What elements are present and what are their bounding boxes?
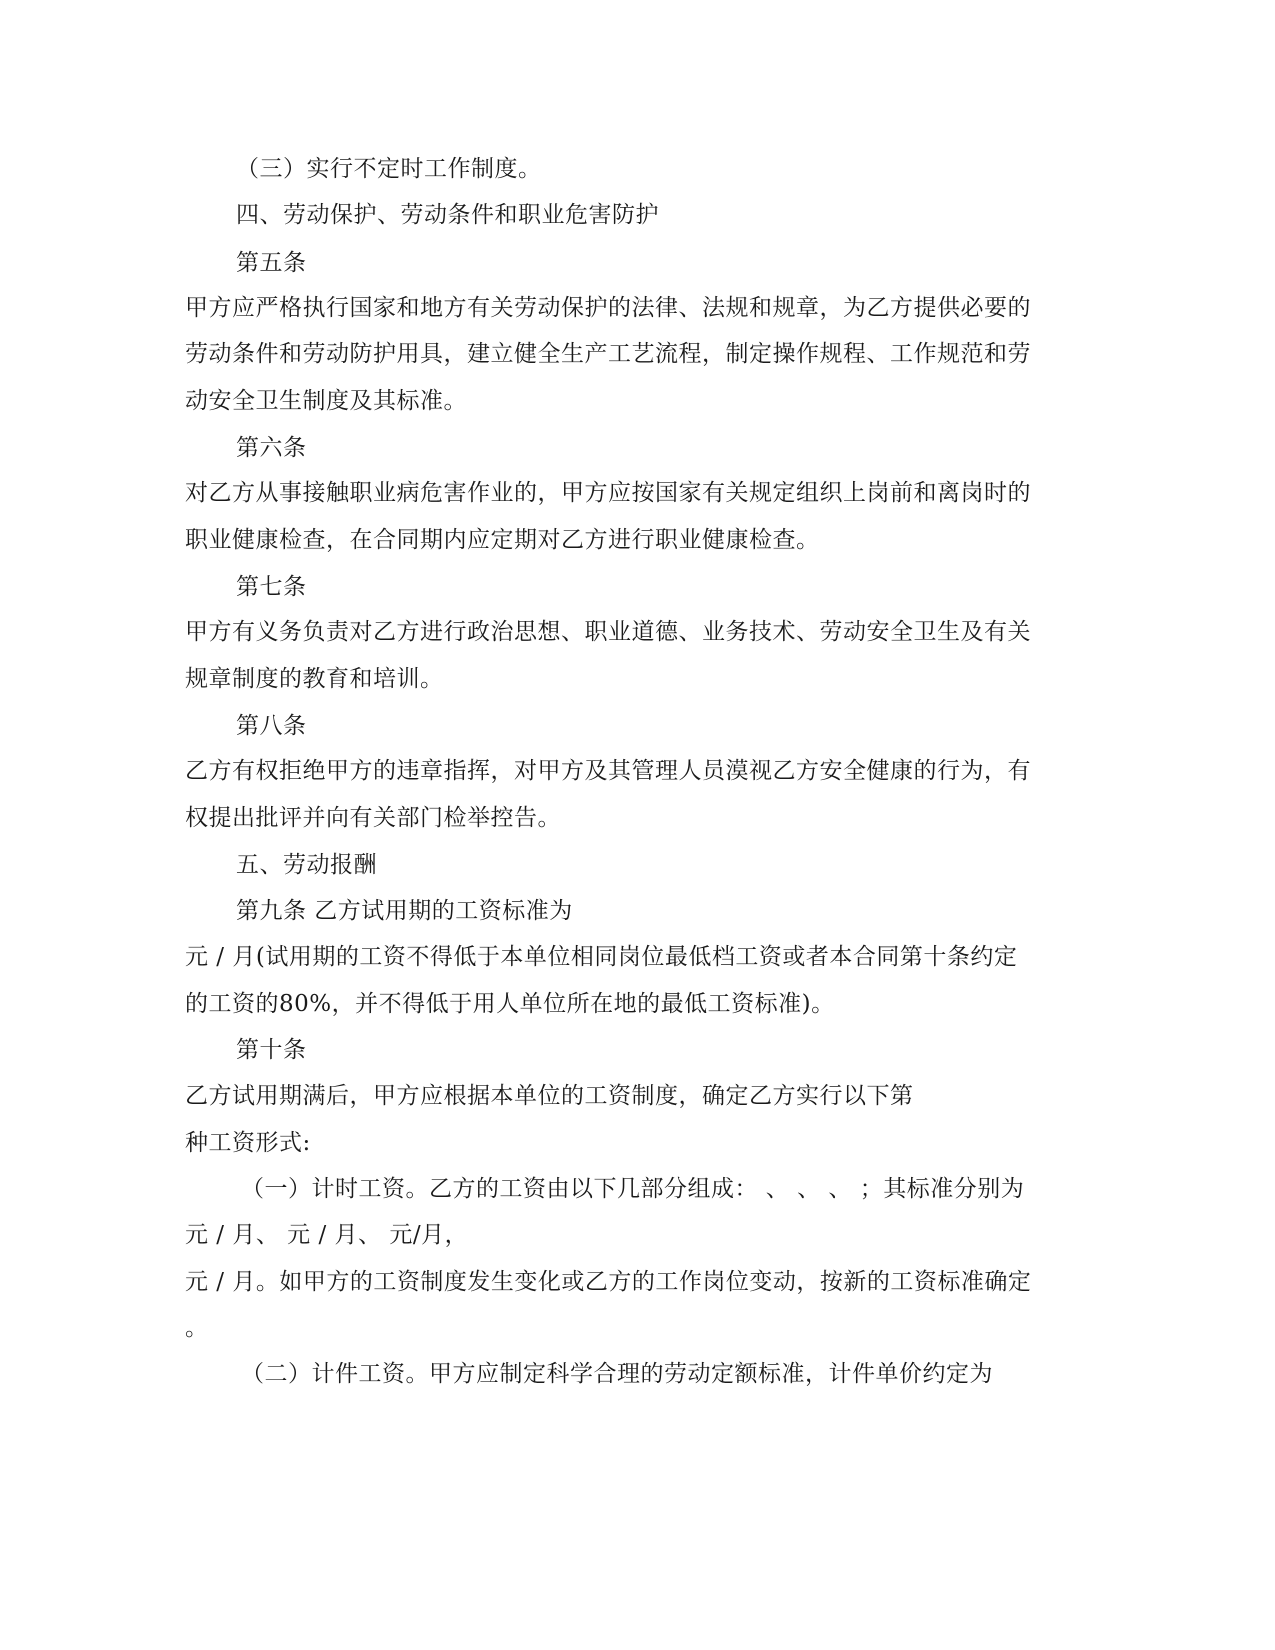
text-line: 对乙方从事接触职业病危害作业的，甲方应按国家有关规定组织上岗前和离岗时的 (185, 480, 1031, 506)
text-line: 元 / 月。如甲方的工资制度发生变化或乙方的工作岗位变动，按新的工资标准确定 (185, 1269, 1032, 1295)
article-heading: 第十条 (236, 1037, 307, 1063)
text-line: 。 (185, 1315, 209, 1341)
text-line: 的工资的80%，并不得低于用人单位所在地的最低工资标准)。 (185, 991, 835, 1017)
text-line: 规章制度的教育和培训。 (185, 666, 444, 692)
text-line: 元 / 月、 元 / 月、 元/月， (185, 1222, 469, 1248)
article-heading: 第七条 (236, 574, 307, 600)
section-heading: 四、劳动保护、劳动条件和职业危害防护 (236, 202, 659, 228)
article-heading: 第六条 (236, 435, 307, 461)
text-line: 甲方应严格执行国家和地方有关劳动保护的法律、法规和规章，为乙方提供必要的 (185, 295, 1031, 321)
article-heading: 第九条 乙方试用期的工资标准为 (236, 898, 573, 924)
text-line: （三）实行不定时工作制度。 (236, 156, 542, 182)
text-line: 劳动条件和劳动防护用具，建立健全生产工艺流程，制定操作规程、工作规范和劳 (185, 341, 1031, 367)
text-line: 权提出批评并向有关部门检举控告。 (185, 805, 561, 831)
section-heading: 五、劳动报酬 (236, 852, 377, 878)
text-line: 种工资形式: (185, 1130, 311, 1156)
text-line: 元 / 月(试用期的工资不得低于本单位相同岗位最低档工资或者本合同第十条约定 (185, 944, 1018, 970)
text-line: （二）计件工资。甲方应制定科学合理的劳动定额标准，计件单价约定为 (241, 1361, 993, 1387)
text-line: （一）计时工资。乙方的工资由以下几部分组成： 、 、 、 ；其标准分别为 (241, 1176, 1025, 1202)
article-heading: 第五条 (236, 250, 307, 276)
article-heading: 第八条 (236, 713, 307, 739)
text-line: 动安全卫生制度及其标准。 (185, 388, 467, 414)
text-line: 乙方有权拒绝甲方的违章指挥，对甲方及其管理人员漠视乙方安全健康的行为，有 (185, 758, 1031, 784)
text-line: 甲方有义务负责对乙方进行政治思想、职业道德、业务技术、劳动安全卫生及有关 (185, 619, 1031, 645)
text-line: 乙方试用期满后，甲方应根据本单位的工资制度，确定乙方实行以下第 (185, 1083, 914, 1109)
text-line: 职业健康检查，在合同期内应定期对乙方进行职业健康检查。 (185, 527, 820, 553)
